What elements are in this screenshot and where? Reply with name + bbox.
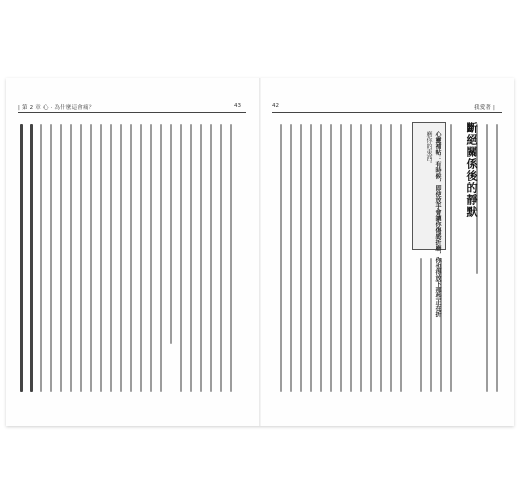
text-column (430, 258, 432, 392)
text-column (80, 124, 82, 392)
text-column (160, 124, 162, 392)
chapter-header: | 第 2 章 心 · 為什麼這會痛？ (18, 105, 95, 111)
quote-text-continued: 磨你的東西。 (425, 131, 432, 167)
text-column (420, 258, 422, 392)
right-page-number: 42 (272, 103, 279, 109)
left-page (6, 78, 260, 426)
text-column (130, 124, 132, 392)
text-column-bold (20, 124, 23, 392)
text-column (110, 124, 112, 392)
text-column (400, 124, 402, 392)
right-page (260, 78, 514, 426)
text-column (170, 124, 172, 344)
quote-text: 心靈補帖：有時候，即使放手會讓你傷感折磨，你也得放下那些正在折 (434, 131, 441, 317)
text-column (180, 124, 182, 392)
text-column (280, 124, 282, 392)
text-column (150, 124, 152, 392)
left-page-number: 43 (234, 103, 241, 109)
text-column (360, 124, 362, 392)
text-column (380, 124, 382, 392)
text-column (230, 124, 232, 392)
right-header-rule (272, 112, 502, 113)
text-column (60, 124, 62, 392)
text-column (220, 124, 222, 392)
text-column (330, 124, 332, 392)
text-column (310, 124, 312, 392)
text-column (190, 124, 192, 392)
text-column (320, 124, 322, 392)
left-header-rule (18, 112, 246, 113)
text-column (70, 124, 72, 392)
section-title: 斷絕關係後的靜默 (465, 122, 478, 218)
book-title-header: 我愛著 | (474, 105, 496, 111)
text-column (450, 124, 452, 392)
text-column-bold (30, 124, 33, 392)
text-column (290, 124, 292, 392)
book-spread (6, 78, 514, 426)
text-column (90, 124, 92, 392)
text-column (50, 124, 52, 392)
text-column (350, 124, 352, 392)
text-column (486, 124, 488, 392)
text-column (370, 124, 372, 392)
text-column (496, 124, 498, 392)
text-column (100, 124, 102, 392)
text-column (300, 124, 302, 392)
text-column (210, 124, 212, 392)
text-column (120, 124, 122, 392)
quote-box (412, 122, 446, 317)
text-column (40, 124, 42, 392)
text-column (340, 124, 342, 392)
text-column (140, 124, 142, 392)
text-column (200, 124, 202, 392)
text-column (390, 124, 392, 392)
